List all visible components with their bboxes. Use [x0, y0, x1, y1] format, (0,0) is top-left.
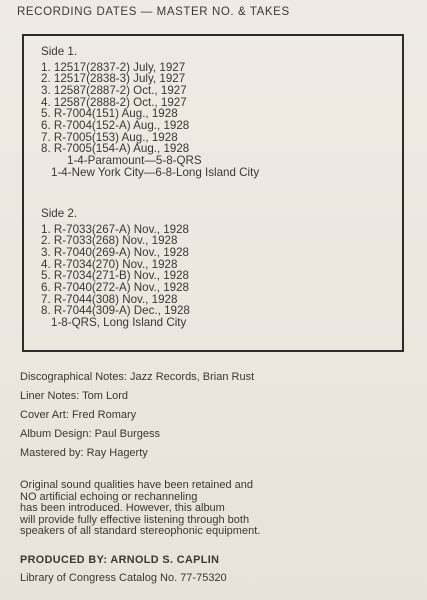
statement-line-2: NO artificial echoing or rechanneling	[20, 490, 198, 503]
side-1-track-5: 5. R-7004(151) Aug., 1928	[41, 107, 178, 121]
sound-quality-statement	[20, 480, 260, 538]
side-1-track-6: 6. R-7004(152-A) Aug., 1928	[41, 119, 190, 133]
credit-liner-notes: Liner Notes: Tom Lord	[20, 389, 129, 402]
credits-list	[20, 371, 254, 465]
side-1-label-note: 1-4-Paramount—5-8-QRS	[67, 154, 202, 168]
side-2-track-7: 7. R-7044(308) Nov., 1928	[41, 292, 178, 306]
side-1-track-7: 7. R-7005(153) Aug., 1928	[41, 130, 178, 144]
side-2-track-2: 2. R-7033(268) Nov., 1928	[41, 234, 178, 248]
side-2-list	[41, 208, 190, 329]
side-1-track-1: 1. 12517(2837-2) July, 1927	[41, 60, 186, 74]
statement-line-3: has been introduced. However, this album	[20, 502, 225, 515]
side-1-track-3: 3. 12587(2887-2) Oct., 1927	[41, 83, 187, 97]
side-1-track-8: 8. R-7005(154-A) Aug., 1928	[41, 142, 190, 156]
side-1-track-2: 2. 12517(2838-3) July, 1927	[41, 72, 186, 86]
side-1-title: Side 1.	[41, 45, 78, 58]
side-2-track-1: 1. R-7033(267-A) Nov., 1928	[41, 222, 190, 236]
recording-dates-box	[22, 34, 404, 352]
side-2-track-5: 5. R-7034(271-B) Nov., 1928	[41, 269, 190, 283]
credit-cover-art: Cover Art: Fred Romary	[20, 408, 137, 421]
produced-by-line: PRODUCED BY: ARNOLD S. CAPLIN	[20, 554, 220, 566]
recording-dates-header: RECORDING DATES — MASTER NO. & TAKES	[17, 6, 290, 18]
side-2-track-6: 6. R-7040(272-A) Nov., 1928	[41, 281, 190, 295]
side-2-track-8: 8. R-7044(309-A) Dec., 1928	[41, 304, 190, 318]
statement-line-5: speakers of all standard stereophonic equipment.	[20, 525, 261, 538]
side-1-location-note: 1-4-New York City—6-8-Long Island City	[51, 165, 260, 179]
side-1-list	[41, 46, 259, 178]
catalog-number-line: Library of Congress Catalog No. 77-75320	[20, 572, 227, 584]
credit-mastered-by: Mastered by: Ray Hagerty	[20, 446, 148, 459]
side-2-title: Side 2.	[41, 207, 78, 220]
side-2-location-note: 1-8-QRS, Long Island City	[51, 316, 187, 330]
side-1-track-4: 4. 12587(2888-2) Oct., 1927	[41, 95, 187, 109]
statement-line-4: will provide fully effective listening through both	[20, 513, 250, 526]
credit-album-design: Album Design: Paul Burgess	[20, 427, 161, 440]
statement-line-1: Original sound qualities have been retained and	[20, 479, 253, 491]
side-2-track-4: 4. R-7034(270) Nov., 1928	[41, 257, 178, 271]
side-2-track-3: 3. R-7040(269-A) Nov., 1928	[41, 245, 190, 259]
credit-discographical-notes: Discographical Notes: Jazz Records, Brian Rust	[20, 371, 255, 383]
